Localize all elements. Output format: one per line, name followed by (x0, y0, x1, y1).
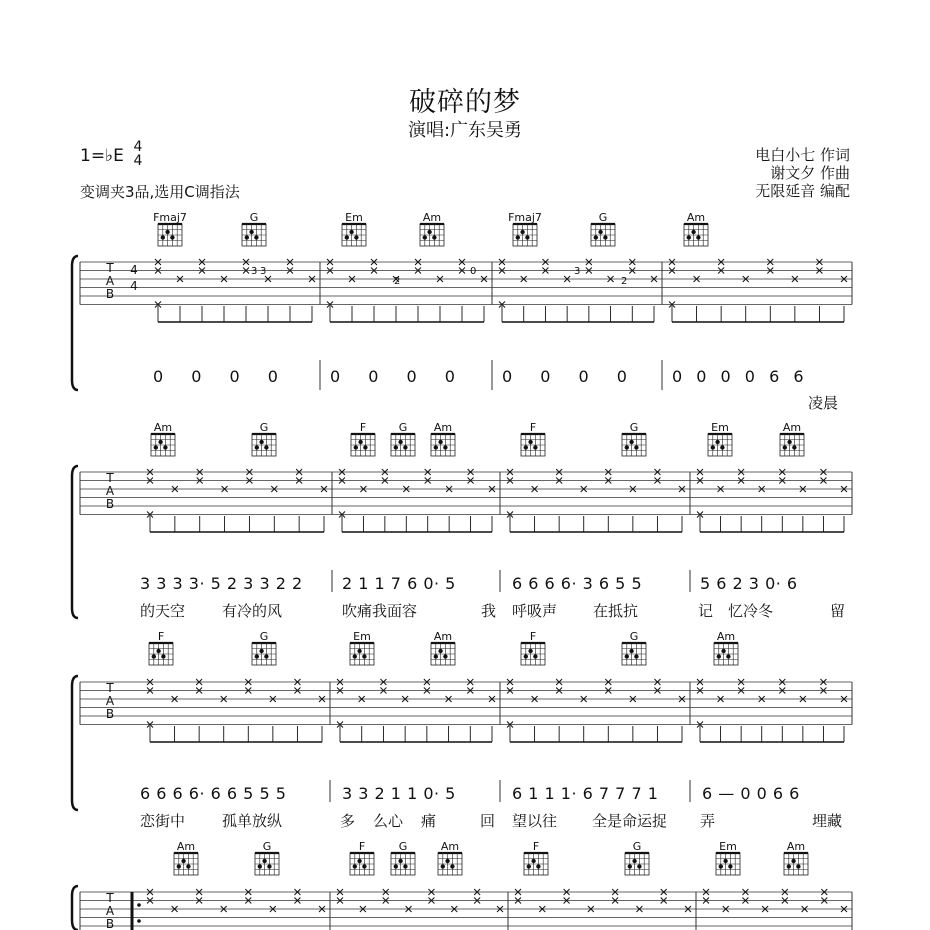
chord-diagram-dot (594, 235, 598, 239)
credit-lyricist: 电白小七 作词 (755, 146, 850, 164)
chord-name: Am (782, 421, 802, 434)
chord-name: Em (711, 421, 729, 434)
chord-diagram-dot (255, 445, 259, 449)
system-bracket (72, 676, 78, 810)
chord-name: Am (686, 211, 706, 224)
singer-line: 演唱:广东吴勇 (407, 120, 523, 141)
tab-letter-b: B (105, 497, 115, 511)
chord-diagram-dot (362, 864, 366, 868)
chord-name: Am (433, 421, 453, 434)
tab-clef (104, 262, 116, 301)
chord-diagram-dot (245, 235, 249, 239)
chord-diagram-dot (161, 235, 165, 239)
chord-name: G (259, 630, 269, 643)
chord-diagram-dot (625, 654, 629, 658)
chord-name: G (398, 421, 408, 434)
lyric: 的天空 (140, 602, 186, 620)
chord-diagram-dot (531, 859, 535, 863)
chord-name: Am (153, 421, 173, 434)
lyric: 记 (698, 602, 714, 620)
chord-diagram-dot (181, 859, 185, 863)
chord-diagram-dot (264, 445, 268, 449)
chord-diagram-dot (398, 859, 402, 863)
chord-diagram-dot (434, 654, 438, 658)
chord-diagram-dot (520, 230, 524, 234)
chord-diagram-dot (262, 859, 266, 863)
chord-diagram-dot (723, 859, 727, 863)
lyric: 恋街中 (140, 812, 186, 830)
chord-diagram-dot (783, 445, 787, 449)
chord-diagram-dot (634, 445, 638, 449)
key-signature: 1=♭E (80, 146, 124, 166)
tab-letter-t: T (106, 471, 114, 485)
chord-diagram-dot (598, 230, 602, 234)
chord-diagram-dot (267, 864, 271, 868)
lyric: 痛 (421, 812, 437, 830)
chord-diagram-dot (719, 864, 723, 868)
tab-letter-b: B (105, 287, 115, 301)
chord-diagram-dot (259, 649, 263, 653)
tab-letter-a: A (105, 484, 115, 498)
chord-diagram-dot (527, 864, 531, 868)
chord-diagram-dot (161, 654, 165, 658)
fret-number: 2 (621, 276, 628, 287)
tab-letter-b: B (105, 707, 115, 721)
chord-diagram-dot (728, 864, 732, 868)
lyric: 么心 (373, 812, 404, 830)
lyric: 有冷的风 (222, 602, 283, 620)
chord-diagram-dot (156, 649, 160, 653)
chord-diagram-dot (438, 649, 442, 653)
notation-measure: 2 1 1 7 6 0· 5 (342, 574, 456, 593)
chord-diagram-dot (441, 864, 445, 868)
chord-name: Am (786, 840, 806, 853)
chord-name: G (262, 840, 272, 853)
notation-measure: 0 0 0 0 6 6 (672, 367, 805, 386)
credit-composer: 谢文夕 作曲 (770, 164, 850, 182)
tab-letter-t: T (106, 261, 114, 275)
lyric: 呼吸声 (512, 602, 558, 620)
chord-diagram-dot (450, 864, 454, 868)
chord-diagram-dot (637, 864, 641, 868)
chord-diagram-dot (357, 859, 361, 863)
chord-name: Em (345, 211, 363, 224)
lyric: 吹痛我面容 (342, 602, 418, 620)
chord-diagram-dot (345, 235, 349, 239)
tab-letter-a: A (105, 274, 115, 288)
chord-diagram-dot (443, 445, 447, 449)
chord-diagram-dot (696, 235, 700, 239)
chord-diagram-dot (629, 440, 633, 444)
chord-diagram-dot (403, 864, 407, 868)
time-sig-bottom: 4 (130, 279, 138, 293)
chord-diagram-dot (254, 235, 258, 239)
time-sig-top: 4 (130, 263, 138, 277)
chord-diagram-dot (152, 654, 156, 658)
chord-diagram-dot (711, 445, 715, 449)
lyric: 埋藏 (812, 812, 843, 830)
chord-name: Am (716, 630, 736, 643)
chord-diagram-dot (628, 864, 632, 868)
chord-diagram-dot (434, 445, 438, 449)
chord-diagram-dot (796, 864, 800, 868)
lyric: 我 (481, 602, 497, 620)
lyric: 望以往 (512, 812, 558, 830)
repeat-dot (137, 903, 141, 907)
chord-diagram-dot (394, 864, 398, 868)
chord-diagram-dot (715, 440, 719, 444)
tab-letter-b: B (105, 917, 115, 930)
lyric: 留 (830, 602, 846, 620)
chord-diagram-dot (165, 230, 169, 234)
chord-diagram-dot (432, 235, 436, 239)
chord-diagram-dot (154, 445, 158, 449)
chord-diagram-dot (438, 440, 442, 444)
notation-measure: 6 1 1 1· 6 7 7 7 1 (512, 784, 659, 803)
notation-measure: 6 6 6 6· 6 6 5 5 5 (140, 784, 287, 803)
chord-diagram-dot (158, 440, 162, 444)
chord-name: F (157, 630, 165, 643)
chord-diagram-dot (533, 445, 537, 449)
chord-name: Am (440, 840, 460, 853)
chord-name: Am (433, 630, 453, 643)
chord-name: F (529, 421, 537, 434)
chord-diagram-dot (721, 649, 725, 653)
system-bracket (72, 886, 78, 930)
notation-measure: 0 0 0 0 (330, 367, 456, 386)
chord-name: F (529, 630, 537, 643)
chord-diagram-dot (353, 864, 357, 868)
chord-name: G (259, 421, 269, 434)
chord-diagram-dot (363, 445, 367, 449)
notation-measure: 0 0 0 0 (153, 367, 279, 386)
lyric: 忆冷冬 (728, 602, 774, 620)
chord-diagram-dot (524, 445, 528, 449)
chord-diagram-dot (787, 864, 791, 868)
credit-arranger: 无限延音 编配 (755, 182, 850, 200)
chord-diagram-dot (524, 654, 528, 658)
chord-name: G (632, 840, 642, 853)
time-sig-top: 4 (133, 139, 143, 155)
notation-measure: 6 6 6 6· 3 6 5 5 (512, 574, 643, 593)
system-bracket (72, 466, 78, 618)
chord-name: G (629, 630, 639, 643)
chord-diagram-dot (787, 440, 791, 444)
chord-name: Em (353, 630, 371, 643)
tab-clef (104, 682, 116, 721)
lyric: 多 (340, 812, 356, 830)
chord-diagram-dot (603, 235, 607, 239)
chord-diagram-dot (186, 864, 190, 868)
chord-diagram-dot (362, 654, 366, 658)
chord-diagram-dot (249, 230, 253, 234)
chord-diagram-dot (516, 235, 520, 239)
chord-diagram-dot (255, 654, 259, 658)
lyric: 回 (480, 812, 496, 830)
chord-diagram-dot (357, 649, 361, 653)
notation-measure: 3 3 3 3· 5 2 3 3 2 2 (140, 574, 303, 593)
fret-number: 3 (574, 266, 581, 277)
chord-name: G (249, 211, 259, 224)
chord-name: F (359, 421, 367, 434)
fret-number: 3 (251, 266, 258, 277)
tab-letter-t: T (106, 891, 114, 905)
chord-diagram-dot (423, 235, 427, 239)
chord-name: G (629, 421, 639, 434)
fret-number: 0 (470, 266, 477, 277)
chord-diagram-dot (358, 440, 362, 444)
chord-name: Fmaj7 (153, 211, 187, 224)
tab-clef (104, 472, 116, 511)
chord-diagram-dot (394, 445, 398, 449)
chord-diagram-dot (170, 235, 174, 239)
tab-time-signature (128, 262, 140, 294)
chord-diagram-dot (726, 654, 730, 658)
chord-diagram-dot (717, 654, 721, 658)
lyric: 孤单放纵 (222, 812, 283, 830)
chord-diagram-dot (163, 445, 167, 449)
fret-number: 2 (394, 276, 401, 287)
chord-name: F (532, 840, 540, 853)
chord-diagram-dot (528, 649, 532, 653)
chord-diagram-dot (354, 445, 358, 449)
chord-name: G (398, 840, 408, 853)
notation-measure: 3 3 2 1 1 0· 5 (342, 784, 456, 803)
chord-diagram-dot (625, 445, 629, 449)
notation-measure: 5 6 2 3 0· 6 (700, 574, 798, 593)
chord-diagram-dot (398, 440, 402, 444)
chord-diagram-dot (720, 445, 724, 449)
lyric: 在抵抗 (593, 602, 639, 620)
chord-diagram-dot (629, 649, 633, 653)
chord-diagram-dot (259, 440, 263, 444)
chord-diagram-dot (349, 230, 353, 234)
chord-diagram-dot (791, 859, 795, 863)
fret-number: 3 (260, 266, 267, 277)
chord-diagram-dot (258, 864, 262, 868)
chord-diagram-dot (525, 235, 529, 239)
chord-diagram-dot (632, 859, 636, 863)
lyric: 弄 (700, 812, 716, 830)
chord-name: Am (422, 211, 442, 224)
system-bracket (72, 256, 78, 390)
chord-diagram-dot (691, 230, 695, 234)
chord-name: Fmaj7 (508, 211, 542, 224)
chord-diagram-dot (445, 859, 449, 863)
tab-letter-a: A (105, 904, 115, 918)
lyric: 全是命运捉 (592, 812, 668, 830)
chord-diagram-dot (427, 230, 431, 234)
chord-diagram-dot (403, 445, 407, 449)
tab-letter-t: T (106, 681, 114, 695)
chord-diagram-dot (528, 440, 532, 444)
chord-diagram-dot (353, 654, 357, 658)
chord-name: F (358, 840, 366, 853)
chord-diagram-dot (354, 235, 358, 239)
chord-diagram-dot (687, 235, 691, 239)
capo-note: 变调夹3品,选用C调指法 (80, 183, 240, 201)
lyric: 凌晨 (808, 394, 839, 412)
notation-measure: 0 0 0 0 (502, 367, 628, 386)
song-title: 破碎的梦 (409, 87, 521, 118)
chord-diagram-dot (443, 654, 447, 658)
chord-diagram-dot (536, 864, 540, 868)
chord-diagram-dot (177, 864, 181, 868)
chord-diagram-dot (792, 445, 796, 449)
tab-letter-a: A (105, 694, 115, 708)
tab-clef (104, 892, 116, 930)
repeat-dot (137, 919, 141, 923)
chord-name: Am (176, 840, 196, 853)
chord-name: G (598, 211, 608, 224)
chord-name: Em (719, 840, 737, 853)
time-sig-bottom: 4 (133, 153, 143, 169)
chord-diagram-dot (634, 654, 638, 658)
chord-diagram-dot (264, 654, 268, 658)
chord-diagram-dot (533, 654, 537, 658)
notation-measure: 6 — 0 0 6 6 (702, 784, 800, 803)
